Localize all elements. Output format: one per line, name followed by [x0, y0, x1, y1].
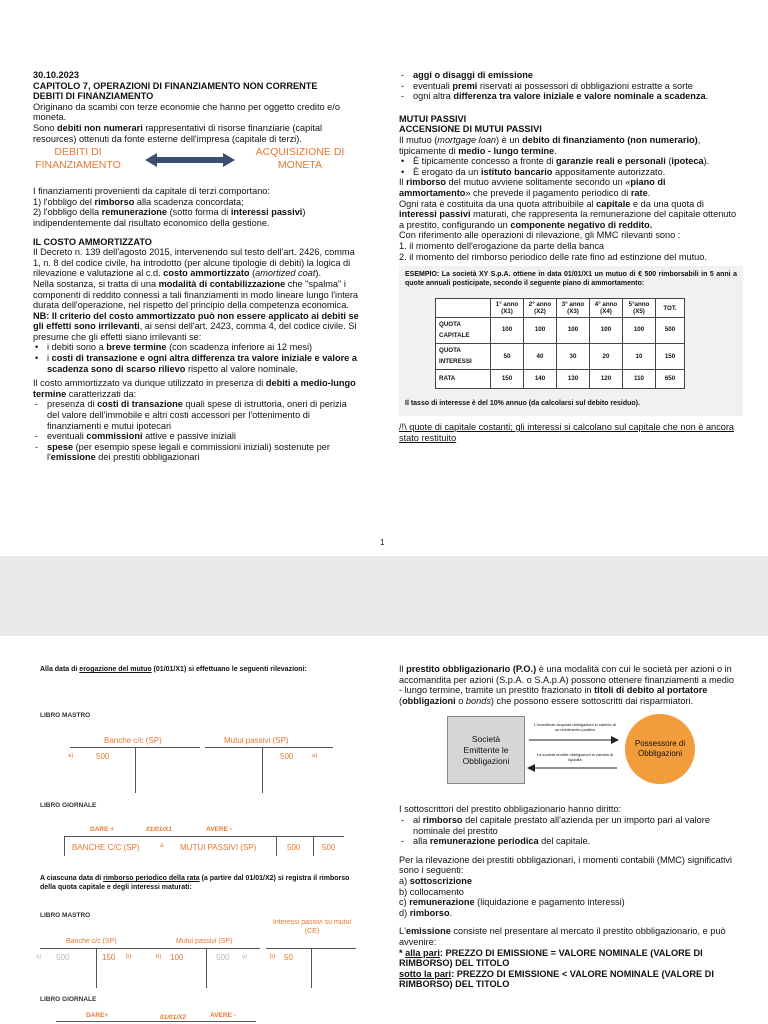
journal-date: 01/01/X2 — [160, 1014, 187, 1021]
table-header — [436, 299, 491, 318]
entry-label: a) — [68, 753, 74, 759]
table-cell: QUOTA CAPITALE — [436, 318, 491, 344]
table-cell: 130 — [557, 370, 590, 389]
paragraph: Per la rilevazione dei prestiti obbligazionari, i momenti contabili (MMC) significativi sono i seguenti: — [399, 854, 732, 876]
libro-mastro-label: LIBRO MASTRO — [40, 912, 91, 919]
bullet-list — [399, 156, 739, 177]
table-cell: QUOTA INTERESSI — [436, 344, 491, 370]
table-cell: 40 — [524, 344, 557, 370]
paragraph: Il Decreto n. 139 dell'agosto 2015, intervenendo sul testo dell'art. 2426, comma 1, n. 8 del codice civile, ha introdotto (per alcune tipologie di debiti) la logica di rilevazione e valutazione al c.d. costo ammortizzato (amortized coat). — [33, 247, 355, 279]
table-cell: 100 — [491, 318, 524, 344]
table-header: 1° anno (X1) — [491, 299, 524, 318]
journal-a: a — [160, 843, 164, 849]
list-item: - presenza di costi di transazione quali spese di istruttoria, oneri di perizia del valore dell'immobile e altri costi accessori per l'ottenimento di finanziamenti e mutui ipotecari — [47, 399, 361, 431]
example-text: ESEMPIO: La società XY S.p.A. ottiene in data 01/01/X1 un mutuo di € 500 rimborsabili in 5 anni a quote annuali posticipate, secondo il seguente piano di ammortamento: — [405, 271, 737, 288]
arrow-right-icon — [529, 736, 619, 744]
list-item: - spese (per esempio spese legali e commissioni iniziali) sostenute per l'emissione dei prestiti obbligazionari — [47, 442, 361, 463]
table-cell: 100 — [623, 318, 656, 344]
table-cell: 10 — [623, 344, 656, 370]
journal-line — [64, 836, 65, 856]
journal-debit-account: BANCHE C/C (SP) — [72, 843, 140, 852]
paragraph: 1. il momento dell'erogazione da parte della banca — [399, 240, 605, 251]
page1-right-column — [399, 70, 739, 443]
table-cell: 100 — [524, 318, 557, 344]
list-item: - aggi o disaggi di emissione — [413, 70, 739, 81]
section-heading-accensione: ACCENSIONE DI MUTUI PASSIVI — [399, 124, 542, 135]
entry-label: b) — [126, 954, 132, 960]
paragraph: Alla data di erogazione del mutuo (01/01/X1) si effettuano le seguenti rilevazioni: — [40, 666, 307, 673]
journal-credit-account: MUTUI PASSIVI (SP) — [180, 843, 257, 852]
t-account-line — [40, 948, 160, 949]
paragraph: Il costo ammortizzato va dunque utilizzato in presenza di debiti a medio-lungo termine caratterizzati da: — [33, 378, 356, 399]
libro-giornale-label: LIBRO GIORNALE — [40, 802, 97, 809]
entry-value: 500 — [96, 752, 110, 761]
table-cell: 110 — [623, 370, 656, 389]
amortization-table — [435, 298, 685, 389]
journal-line — [56, 1021, 256, 1022]
section-heading-costo-ammortizzato: IL COSTO AMMORTIZZATO — [33, 236, 152, 247]
issuer-box — [447, 716, 525, 784]
table-row — [436, 370, 685, 389]
interest-rate-note: Il tasso di interesse è del 10% annuo (da calcolarsi sul debito residuo). — [405, 400, 640, 408]
list-item: c) remunerazione (liquidazione e pagamento interessi) — [399, 897, 625, 908]
table-cell: 500 — [656, 318, 685, 344]
entry-label: b) — [270, 954, 276, 960]
t-account-line — [96, 948, 97, 988]
journal-avere-label: AVERE - — [206, 826, 232, 833]
list-item: - al rimborso del capitale prestato all'azienda per un importo pari al valore nominale del prestito — [413, 815, 739, 836]
table-cell: 150 — [491, 370, 524, 389]
paragraph: Nella sostanza, si tratta di una modalità di contabilizzazione che "spalma" i componenti di reddito connessi a tali finanziamenti in modo lineare lungo l'intera durata dell'operazione, nel rispetto del principio della competenza economica. — [33, 278, 359, 311]
table-header-row — [436, 299, 685, 318]
paragraph: Sono debiti non numerari rappresentativi di risorse finanziarie (capital resources) ottenuti da fonte esterne dell'impresa (capitale di terzi). — [33, 122, 323, 144]
financing-diagram — [33, 146, 361, 182]
dash-list — [399, 815, 739, 847]
entry-label: a) — [312, 753, 318, 759]
paragraph: I sottoscrittori del prestito obbligazionario hanno diritto: — [399, 804, 622, 815]
double-arrow-icon — [145, 152, 235, 168]
libro-mastro-label: LIBRO MASTRO — [40, 712, 91, 719]
dash-list — [399, 70, 739, 102]
journal-value: 500 — [322, 843, 336, 852]
paragraph: * alla pari: PREZZO DI EMISSIONE = VALORE NOMINALE (VALORE DI RIMBORSO) DEL TITOLO — [399, 947, 703, 969]
arrow-top-text: L'investitore acquista obbligazioni in cambio di un rendimento positivo — [534, 722, 616, 733]
journal-date: 01/01/X1 — [146, 826, 173, 833]
table-cell: 30 — [557, 344, 590, 370]
entry-value: 50 — [284, 953, 293, 962]
account-mutui: Mutui passivi (SP) — [224, 736, 289, 745]
t-account-line — [206, 948, 207, 988]
table-header: TOT. — [656, 299, 685, 318]
list-item: • i costi di transazione e ogni altra differenza tra valore iniziale e valore a scadenza sono di scarso rilievo rispetto al valore nominale. — [47, 353, 361, 374]
example-box — [399, 266, 743, 416]
arrow-bottom-text: La società emette obbligazioni in cambio di liquidità — [536, 752, 614, 763]
t-account-line — [135, 747, 136, 793]
dash-list — [33, 399, 361, 463]
chapter-title: CAPITOLO 7, OPERAZIONI DI FINANZIAMENTO NON CORRENTE — [33, 80, 318, 91]
paragraph: Con riferimento alle operazioni di rilevazione, gli MMC rilevanti sono : — [399, 230, 681, 241]
list-item: • È tipicamente concesso a fronte di garanzie reali e personali (ipoteca). — [413, 156, 739, 167]
t-account-line — [262, 747, 263, 793]
list-item: - ogni altra differenza tra valore iniziale e valore nominale a scadenza. — [413, 91, 739, 102]
journal-dare-label: DARE + — [90, 826, 115, 833]
entry-value: 500 — [280, 752, 294, 761]
table-cell: 120 — [590, 370, 623, 389]
list-item: d) rimborso. — [399, 907, 453, 918]
warning-note: /!\ quote di capitale costanti; gli interessi si calcolano sul capitale che non è ancora stato restituito — [399, 422, 735, 443]
page2-left-column — [0, 636, 384, 1024]
document-page-2 — [0, 636, 768, 1024]
paragraph: L'emissione consiste nel presentare al mercato il prestito obbligazionario, e può avvenire: — [399, 926, 726, 947]
paragraph: 2. il momento del rimborso periodico delle rate fino ad estinzione del mutuo. — [399, 251, 707, 262]
entry-value: 150 — [102, 953, 116, 962]
list-item: a) sottoscrizione — [399, 875, 473, 886]
table-cell: 20 — [590, 344, 623, 370]
entry-value: 500 — [216, 953, 230, 962]
table-header: 2° anno (X2) — [524, 299, 557, 318]
diagram-left-label: DEBITI DI FINANZIAMENTO — [35, 146, 121, 172]
account-banche: Banche c/c (SP) — [104, 736, 162, 745]
paragraph: 1) l'obbligo del rimborso alla scadenza concordata; — [33, 196, 244, 207]
journal-value: 500 — [287, 843, 301, 852]
list-item: • È erogato da un istituto bancario appositamente autorizzato. — [413, 167, 739, 178]
table-header: 4° anno (X4) — [590, 299, 623, 318]
table-cell: 140 — [524, 370, 557, 389]
paragraph: A ciascuna data di rimborso periodico della rata (a partire dal 01/01/X2) si registra il rimborso della quota capitale e degli interessi maturati: — [40, 875, 350, 891]
section-title: DEBITI DI FINANZIAMENTO — [33, 91, 154, 102]
bond-diagram — [447, 714, 697, 798]
table-row — [436, 318, 685, 344]
list-item: b) collocamento — [399, 886, 464, 897]
paragraph: Il prestito obbligazionario (P.O.) è una modalità con cui le società per azioni o in accomandita per azioni (S.p.A. o S.A.p.A) possono ottenere finanziamenti a medio - lungo termine, tramite un prestito frazionato in titoli di debito al portatore (obbligazioni o bonds) che possono essere sottoscritti dai risparmiatori. — [399, 664, 735, 706]
table-cell: 100 — [590, 318, 623, 344]
entry-label: a) — [36, 954, 42, 960]
table-header: 3° anno (X3) — [557, 299, 590, 318]
entry-label: b) — [156, 954, 162, 960]
diagram-right-label: ACQUISIZIONE DI MONETA — [255, 146, 345, 172]
paragraph: Ogni rata è costituita da una quota attribuibile al capitale e da una quota di interessi passivi maturati, che rappresenta la remunerazione del capitale ottenuto a prestito, configurando un componente negativo di reddito. — [399, 198, 737, 230]
account-banche: Banche c/c (SP) — [66, 938, 117, 945]
libro-giornale-label: LIBRO GIORNALE — [40, 996, 97, 1003]
t-account-line — [205, 747, 333, 748]
page-date: 30.10.2023 — [33, 70, 79, 80]
paragraph: I finanziamenti provenienti da capitale di terzi comportano: — [33, 186, 270, 197]
journal-line — [313, 836, 314, 856]
table-header: 5°anno (X5) — [623, 299, 656, 318]
paragraph: Il mutuo (mortgage loan) è un debito di finanziamento (non numerario), tipicamente di medio - lungo termine. — [399, 134, 701, 156]
entry-value: 100 — [170, 953, 184, 962]
table-cell: 650 — [656, 370, 685, 389]
holder-label: Possessore di Obbligazioni — [634, 739, 686, 759]
journal-avere-label: AVERE - — [210, 1012, 236, 1019]
nb-paragraph: NB: Il criterio del costo ammortizzato può non essere applicato ai debiti se gli effetti sono irrilevanti, ai sensi dell'art. 2423, comma 4, del codice civile. Si presume che gli effetti siano irrilevanti se: — [33, 310, 359, 342]
holder-circle — [625, 714, 695, 784]
table-row — [436, 344, 685, 370]
bullet-list — [33, 342, 361, 374]
paragraph: sotto la pari: PREZZO DI EMISSIONE < VALORE NOMINALE (VALORE DI RIMBORSO) DEL TITOLO — [399, 968, 714, 990]
table-cell: 50 — [491, 344, 524, 370]
account-mutui: Mutui passivi (SP) — [176, 938, 233, 945]
page2-right-column — [399, 664, 739, 990]
section-heading-mutui-passivi: MUTUI PASSIVI — [399, 113, 467, 124]
journal-dare-label: DARE+ — [86, 1012, 109, 1019]
arrow-left-icon — [527, 764, 617, 772]
table-cell: 100 — [557, 318, 590, 344]
paragraph: 2) l'obbligo della remunerazione (sotto forma di interessi passivi) indipendentemente dal risultato economico della gestione. — [33, 207, 306, 228]
journal-line — [64, 836, 344, 837]
list-item: - alla remunerazione periodica del capitale. — [413, 836, 739, 847]
t-account-line — [311, 948, 312, 988]
journal-line — [276, 836, 277, 856]
list-item: • i debiti sono a breve termine (con scadenza inferiore ai 12 mesi) — [47, 342, 361, 353]
paragraph: Originano da scambi con terze economie che hanno per oggetto credito e/o moneta. — [33, 101, 340, 123]
list-item: - eventuali commissioni attive e passive iniziali — [47, 431, 361, 442]
issuer-label: Società Emittente le Obbligazioni — [462, 733, 510, 766]
list-item: - eventuali premi riservati ai possessori di obbligazioni estratte a sorte — [413, 81, 739, 92]
page1-left-column — [33, 70, 361, 463]
table-cell: 150 — [656, 344, 685, 370]
page-number: 1 — [380, 538, 385, 547]
entry-value: 500 — [56, 953, 70, 962]
account-interessi: Interessi passivi su mutui (CE) — [272, 919, 352, 935]
table-cell: RATA — [436, 370, 491, 389]
entry-label: a) — [242, 954, 248, 960]
t-account-line — [160, 948, 260, 949]
paragraph: Il rimborso del mutuo avviene solitamente secondo un «piano di ammortamento» che prevede il pagamento periodico di rate. — [399, 177, 666, 198]
